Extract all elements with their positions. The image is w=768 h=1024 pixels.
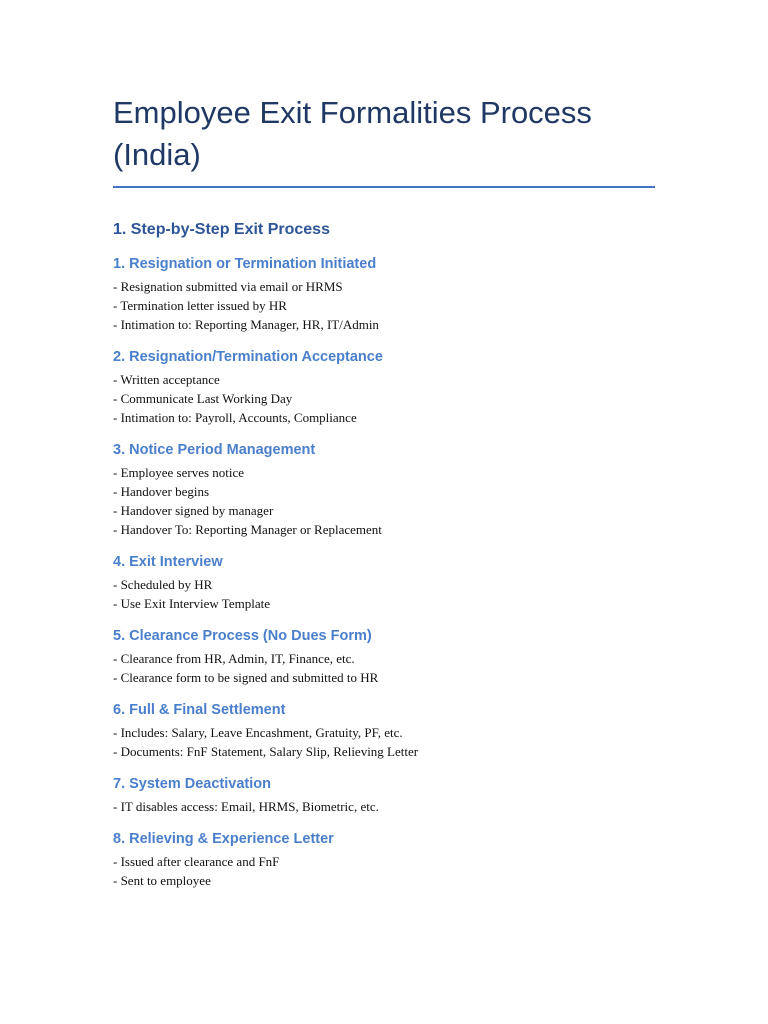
document-page xyxy=(113,92,655,890)
step-section xyxy=(113,829,655,890)
step-detail: - Communicate Last Working Day xyxy=(113,391,293,406)
step-title: 6. Full & Final Settlement xyxy=(113,702,286,718)
title-divider xyxy=(113,186,655,188)
step-detail: - Handover begins xyxy=(113,484,210,499)
step-detail: - Employee serves notice xyxy=(113,465,245,480)
section-heading: 1. Step-by-Step Exit Process xyxy=(113,221,330,238)
steps-list xyxy=(113,254,655,890)
step-title: 2. Resignation/Termination Acceptance xyxy=(113,349,383,365)
step-section xyxy=(113,552,655,613)
step-detail: - Handover signed by manager xyxy=(113,503,274,518)
step-title: 5. Clearance Process (No Dues Form) xyxy=(113,628,372,644)
step-detail: - Clearance from HR, Admin, IT, Finance, etc. xyxy=(113,651,355,666)
step-section xyxy=(113,347,655,427)
step-detail: - Resignation submitted via email or HRMS xyxy=(113,279,343,294)
step-title: 4. Exit Interview xyxy=(113,554,223,570)
step-detail: - Clearance form to be signed and submitted to HR xyxy=(113,670,379,685)
step-detail: - Includes: Salary, Leave Encashment, Gratuity, PF, etc. xyxy=(113,725,403,740)
step-detail: - Termination letter issued by HR xyxy=(113,298,287,313)
step-detail: - Use Exit Interview Template xyxy=(113,596,270,611)
step-title: 7. System Deactivation xyxy=(113,776,271,792)
step-detail: - IT disables access: Email, HRMS, Biometric, etc. xyxy=(113,799,379,814)
step-section xyxy=(113,700,655,761)
step-title: 1. Resignation or Termination Initiated xyxy=(113,256,377,272)
step-detail: - Written acceptance xyxy=(113,372,220,387)
step-detail: - Intimation to: Payroll, Accounts, Compliance xyxy=(113,410,357,425)
step-section xyxy=(113,440,655,539)
step-section xyxy=(113,774,655,816)
step-detail: - Issued after clearance and FnF xyxy=(113,854,280,869)
step-section xyxy=(113,626,655,687)
step-section xyxy=(113,254,655,334)
step-title: 8. Relieving & Experience Letter xyxy=(113,831,334,847)
step-detail: - Scheduled by HR xyxy=(113,577,213,592)
step-detail: - Handover To: Reporting Manager or Replacement xyxy=(113,522,382,537)
step-detail: - Documents: FnF Statement, Salary Slip, Relieving Letter xyxy=(113,744,419,759)
step-detail: - Sent to employee xyxy=(113,873,211,888)
document-title: Employee Exit Formalities Process (India) xyxy=(113,95,592,172)
step-detail: - Intimation to: Reporting Manager, HR, IT/Admin xyxy=(113,317,379,332)
step-title: 3. Notice Period Management xyxy=(113,442,316,458)
